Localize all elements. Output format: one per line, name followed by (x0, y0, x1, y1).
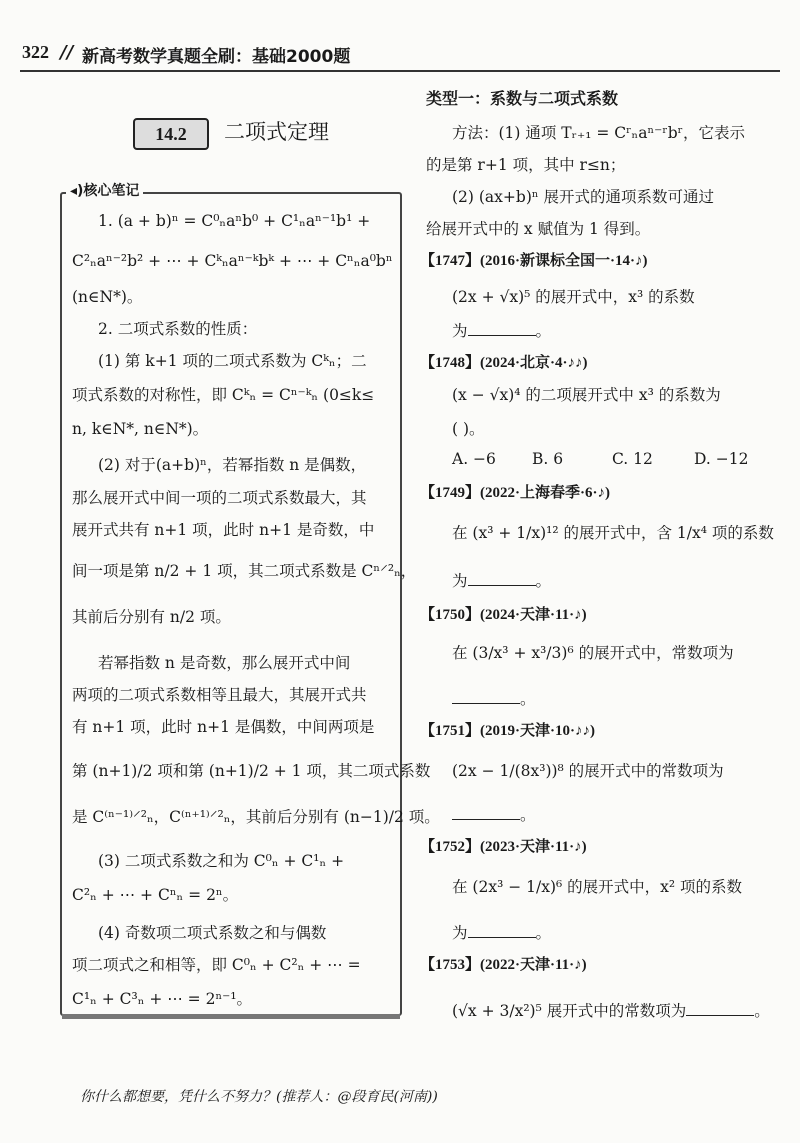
note-line: 项二项式之和相等，即 C⁰ₙ + C²ₙ + ⋯ = (72, 956, 361, 974)
problem-answer-line (452, 320, 551, 342)
note-line: 第 (n+1)/2 项和第 (n+1)/2 + 1 项，其二项式系数 (72, 762, 431, 780)
note-line: 其前后分别有 n/2 项。 (72, 608, 231, 626)
problem-answer-line (452, 1000, 770, 1022)
method-line: 给展开式中的 x 赋值为 1 得到。 (426, 220, 651, 238)
problem-id: 【1749】(2022·上海春季·6·♪) (420, 485, 610, 501)
choice: D. −12 (694, 450, 749, 468)
problem-end: 。 (535, 572, 552, 590)
problem-answer-line (452, 804, 536, 826)
type-title: 类型一：系数与二项式系数 (426, 89, 619, 108)
note-line: 有 n+1 项，此时 n+1 是偶数，中间两项是 (72, 718, 375, 736)
footer-quote: 你什么都想要，凭什么不努力？(推荐人：@段育民(河南)) (80, 1089, 438, 1105)
header-slash-icon: // (60, 42, 74, 63)
problem-id: 【1748】(2024·北京·4·♪♪) (420, 355, 588, 371)
note-line: 若幂指数 n 是奇数，那么展开式中间 (98, 654, 351, 672)
problem-id: 【1747】(2016·新课标全国一·14·♪) (420, 253, 648, 269)
note-line: (1) 第 k+1 项的二项式系数为 Cᵏₙ；二 (98, 352, 367, 370)
note-line: 2. 二项式系数的性质： (98, 320, 258, 338)
answer-blank (452, 689, 520, 704)
answer-blank (686, 1001, 754, 1016)
problem-text: (x − √x)⁴ 的二项展开式中 x³ 的系数为 (452, 386, 721, 404)
problem-id: 【1752】(2023·天津·11·♪) (420, 839, 587, 855)
note-line: 两项的二项式系数相等且最大，其展开式共 (72, 686, 367, 704)
problem-answer-line (452, 570, 551, 592)
problem-end: 。 (520, 806, 536, 824)
method-line: (2) (ax+b)ⁿ 展开式的通项系数可通过 (452, 188, 715, 206)
note-line: 那么展开式中间一项的二项式系数最大，其 (72, 489, 367, 507)
book-title: 新高考数学真题全刷：基础2000题 (82, 47, 351, 67)
problem-text: (√x + 3/x²)⁵ 展开式中的常数项为 (452, 1002, 687, 1020)
note-line: (4) 奇数项二项式系数之和与偶数 (98, 924, 327, 942)
problem-id: 【1750】(2024·天津·11·♪) (420, 607, 587, 623)
answer-blank (452, 805, 520, 820)
note-line: C²ₙ + ⋯ + Cⁿₙ = 2ⁿ。 (72, 886, 239, 904)
problem-text: 在 (x³ + 1/x)¹² 的展开式中，含 1/x⁴ 项的系数 (452, 524, 774, 542)
note-line: 1. (a + b)ⁿ = C⁰ₙaⁿb⁰ + C¹ₙaⁿ⁻¹b¹ + (98, 212, 371, 230)
problem-answer-line (452, 688, 536, 710)
problem-text: 在 (3/x³ + x³/3)⁶ 的展开式中，常数项为 (452, 644, 734, 662)
answer-blank (468, 571, 536, 586)
note-line: 项式系数的对称性，即 Cᵏₙ = Cⁿ⁻ᵏₙ (0≤k≤ (72, 386, 375, 404)
problem-text: 为 (452, 924, 468, 942)
note-line: 是 C⁽ⁿ⁻¹⁾⸍²ₙ，C⁽ⁿ⁺¹⁾⸍²ₙ，其前后分别有 (n−1)/2 项。 (72, 808, 440, 826)
problem-end: 。 (520, 690, 536, 708)
note-line: C¹ₙ + C³ₙ + ⋯ = 2ⁿ⁻¹。 (72, 990, 253, 1008)
problem-text: 为 (452, 322, 468, 340)
section-number: 14.2 (133, 118, 209, 150)
note-line: (n∈N*)。 (72, 288, 143, 306)
section-title: 二项式定理 (224, 120, 329, 144)
page-number: 322 (22, 42, 49, 62)
choice: A. −6 (452, 450, 496, 468)
problem-text: 为 (452, 572, 468, 590)
note-line: (2) 对于(a+b)ⁿ，若幂指数 n 是偶数， (98, 456, 367, 474)
notes-box-shadow (62, 1014, 400, 1019)
problem-end: 。 (535, 924, 552, 942)
header-divider (20, 70, 780, 72)
answer-blank (468, 923, 536, 938)
problem-text: ( )。 (452, 420, 485, 438)
note-line: n, k∈N*, n∈N*)。 (72, 420, 209, 438)
problem-end: 。 (754, 1002, 770, 1020)
problem-answer-line (452, 922, 551, 944)
note-line: (3) 二项式系数之和为 C⁰ₙ + C¹ₙ + (98, 852, 345, 870)
choice: B. 6 (532, 450, 564, 468)
problem-text: 在 (2x³ − 1/x)⁶ 的展开式中，x² 项的系数 (452, 878, 743, 896)
problem-text: (2x + √x)⁵ 的展开式中，x³ 的系数 (452, 288, 695, 306)
choice: C. 12 (612, 450, 653, 468)
method-line: 的是第 r+1 项，其中 r≤n； (426, 156, 626, 174)
method-line: 方法：(1) 通项 Tᵣ₊₁ = Cʳₙaⁿ⁻ʳbʳ，它表示 (452, 124, 746, 142)
core-notes-label: ◂)核心笔记 (66, 180, 143, 200)
note-line: 间一项是第 n/2 + 1 项，其二项式系数是 Cⁿ⸍²ₙ， (72, 562, 417, 580)
problem-end: 。 (535, 322, 552, 340)
problem-id: 【1751】(2019·天津·10·♪♪) (420, 723, 595, 739)
problem-id: 【1753】(2022·天津·11·♪) (420, 957, 587, 973)
note-line: C²ₙaⁿ⁻²b² + ⋯ + Cᵏₙaⁿ⁻ᵏbᵏ + ⋯ + Cⁿₙa⁰bⁿ (72, 252, 393, 270)
problem-text: (2x − 1/(8x³))⁸ 的展开式中的常数项为 (452, 762, 724, 780)
note-line: 展开式共有 n+1 项，此时 n+1 是奇数，中 (72, 521, 375, 539)
answer-blank (468, 321, 536, 336)
